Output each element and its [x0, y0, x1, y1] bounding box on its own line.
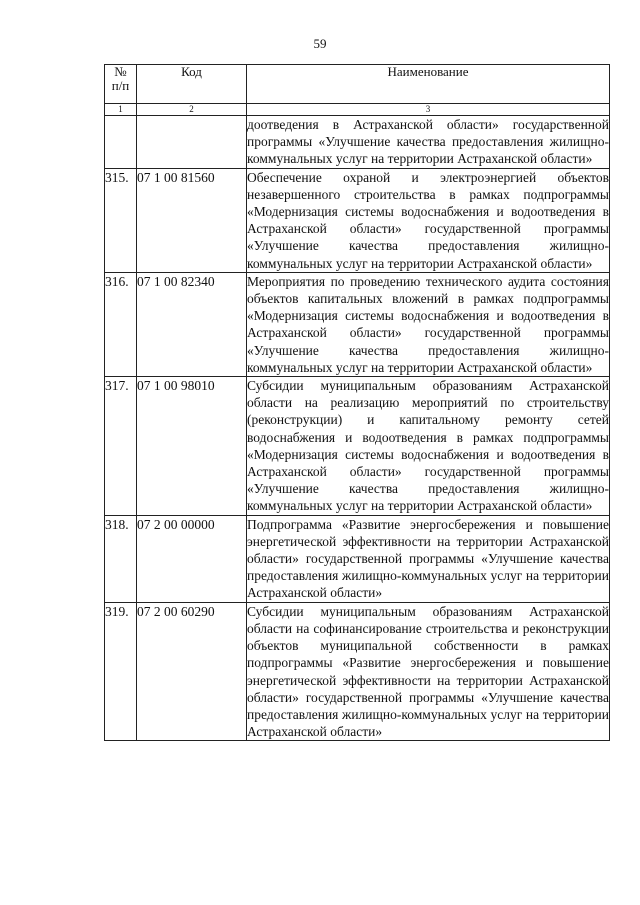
row-code: 07 1 00 81560: [137, 168, 247, 272]
table-row: [105, 377, 610, 516]
header-num: № п/п: [105, 65, 137, 104]
table-row: [105, 602, 610, 741]
row-number: [105, 116, 137, 169]
row-code: 07 2 00 60290: [137, 602, 247, 741]
row-number: 318.: [105, 515, 137, 602]
table-row: [105, 116, 610, 169]
row-name: Мероприятия по проведению технического аудита состояния объектов капитальных вложений в рамках подпрограммы «Модернизация системы водоснабжения и водоотведения в Астраханской области» государственной программы «Улучшение качества предоставления жилищно-коммунальных услуг на территории Астраханской области»: [247, 273, 609, 375]
row-number: 319.: [105, 602, 137, 741]
table-row: [105, 515, 610, 602]
table-row: [105, 168, 610, 272]
row-code: 07 1 00 82340: [137, 272, 247, 376]
table-row: [105, 272, 610, 376]
index-cell: 2: [137, 104, 247, 116]
row-code: 07 2 00 00000: [137, 515, 247, 602]
row-code: 07 1 00 98010: [137, 377, 247, 516]
row-number: 317.: [105, 377, 137, 516]
row-name: Субсидии муниципальным образованиям Астраханской области на реализацию мероприятий по строительству (реконструкции) и капитальному ремонту сетей водоснабжения и водоотведения в рамках подпрограммы «Модернизация системы водоснабжения и водоотведения в Астраханской области» государственной программы «Улучшение качества предоставления жилищно-коммунальных услуг на территории Астраханской области»: [247, 378, 609, 514]
index-cell: 3: [247, 104, 610, 116]
row-code: [137, 116, 247, 169]
index-cell: 1: [105, 104, 137, 116]
budget-classification-table: [104, 64, 610, 741]
row-number: 316.: [105, 272, 137, 376]
header-name: Наименование: [247, 65, 610, 104]
header-row: [105, 65, 610, 104]
row-name: доотведения в Астраханской области» государственной программы «Улучшение качества предоставления жилищно-коммунальных услуг на территории Астраханской области»: [247, 117, 609, 167]
header-code: Код: [137, 65, 247, 104]
row-name: Обеспечение охраной и электроэнергией объектов незавершенного строительства в рамках подпрограммы «Модернизация системы водоснабжения и водоотведения в Астраханской области» государственной программы «Улучшение качества предоставления жилищно-коммунальных услуг на территории Астраханской области»: [247, 169, 609, 271]
page-number: 59: [313, 36, 327, 51]
index-row: [105, 104, 610, 116]
row-name: Субсидии муниципальным образованиям Астраханской области на софинансирование строительства и реконструкции объектов муниципальной собственности в рамках подпрограммы «Развитие энергосбережения и повышение энергетической эффективности на территории Астраханской области» государственной программы «Улучшение качества предоставления жилищно-коммунальных услуг на территории Астраханской области»: [247, 603, 609, 740]
row-name: Подпрограмма «Развитие энергосбережения и повышение энергетической эффективности на территории Астраханской области» государственной программы «Улучшение качества предоставления жилищно-коммунальных услуг на территории Астраханской области»: [247, 516, 609, 601]
row-number: 315.: [105, 168, 137, 272]
